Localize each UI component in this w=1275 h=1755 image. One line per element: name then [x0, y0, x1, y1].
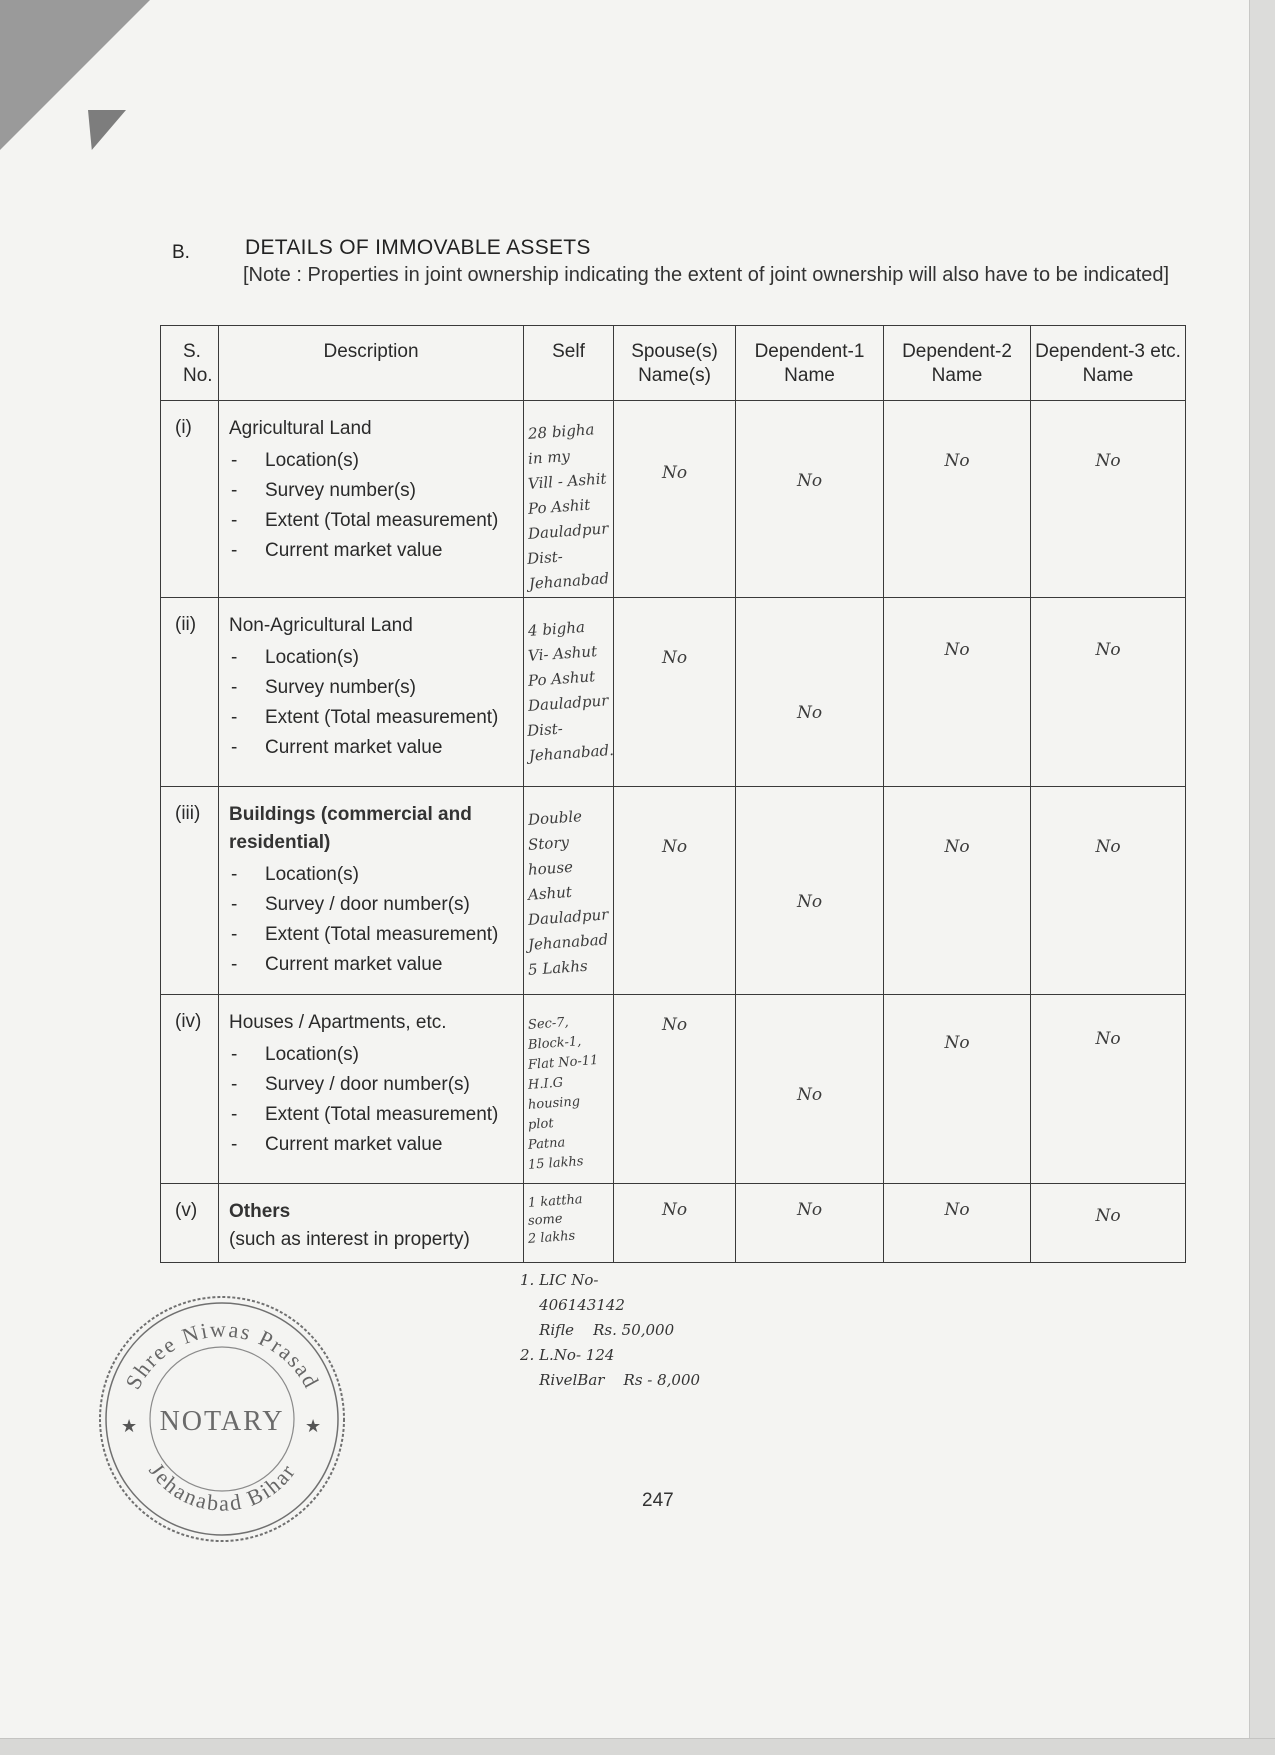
immovable-assets-table	[160, 325, 1186, 1263]
sub-item: - Extent (Total measurement)	[229, 1101, 517, 1128]
handwritten-line: Dauladpur	[527, 904, 609, 929]
handwritten-line: Dauladpur	[527, 691, 609, 716]
handwritten-line: Flat No-11	[527, 1053, 599, 1074]
row-description	[219, 598, 524, 786]
star-icon: ★	[305, 1416, 322, 1436]
row-description	[219, 995, 524, 1183]
dependent-2-value	[884, 786, 1031, 995]
handwritten-line: Dist-Jehanabad	[526, 547, 610, 593]
footnote-line: RivelBar Rs - 8,000	[520, 1371, 701, 1389]
sub-item: - Current market value	[229, 951, 517, 978]
dependent-1-value	[736, 598, 884, 786]
sub-item: - Survey / door number(s)	[229, 891, 517, 918]
handwritten-no: No	[944, 1033, 970, 1054]
table-row	[161, 598, 1186, 786]
header-self: Self	[524, 326, 614, 401]
handwritten-no: No	[944, 836, 970, 857]
handwritten-line: 15 lakhs	[527, 1154, 584, 1174]
row-sno: (iii)	[161, 786, 219, 995]
sub-item: - Current market value	[229, 537, 517, 564]
handwritten-line: 28 bigha	[527, 420, 596, 443]
dependent-3-value	[1031, 1183, 1186, 1262]
self-value	[524, 995, 614, 1183]
row-description	[219, 401, 524, 598]
handwritten-line: Double	[527, 806, 583, 829]
sub-item: - Location(s)	[229, 861, 517, 888]
header-dependent-2: Dependent-2 Name	[884, 326, 1031, 401]
handwritten-line: Ashut	[527, 882, 573, 904]
handwritten-no: No	[1095, 1029, 1121, 1050]
folded-corner	[0, 0, 150, 150]
seal-center-text: NOTARY	[159, 1406, 285, 1437]
handwritten-no: No	[796, 471, 823, 491]
header-sno: S. No.	[161, 326, 219, 401]
dependent-3-value	[1031, 995, 1186, 1183]
footnote-line: 406143142	[520, 1296, 625, 1314]
sub-item: - Survey number(s)	[229, 477, 517, 504]
footnote-line: 1. LIC No-	[520, 1271, 599, 1289]
dependent-1-value	[736, 995, 884, 1183]
handwritten-line: Block-1,	[527, 1034, 582, 1054]
handwritten-no: No	[796, 891, 823, 912]
sub-item: - Location(s)	[229, 447, 517, 474]
table-row	[161, 1183, 1186, 1262]
handwritten-no: No	[661, 463, 688, 483]
table-row	[161, 786, 1186, 995]
handwritten-line: Jehanabad	[527, 930, 609, 954]
handwritten-line: house	[527, 857, 574, 879]
dependent-2-value	[884, 598, 1031, 786]
star-icon: ★	[121, 1416, 138, 1436]
scan-right-edge	[1249, 0, 1275, 1755]
spouse-value	[614, 786, 736, 995]
row-title: Buildings (commercial and residential)	[229, 803, 472, 853]
self-value	[524, 598, 614, 786]
handwritten-line: H.I.G	[527, 1075, 564, 1094]
handwritten-line: in my	[527, 446, 571, 468]
handwritten-line: Vill - Ashit	[527, 469, 608, 493]
row-description	[219, 786, 524, 995]
header-description: Description	[219, 326, 524, 401]
spouse-value	[614, 1183, 736, 1262]
dependent-3-value	[1031, 598, 1186, 786]
dependent-2-value	[884, 995, 1031, 1183]
handwritten-line: Po Ashut	[527, 667, 596, 691]
dependent-3-value	[1031, 786, 1186, 995]
dependent-1-value	[736, 1183, 884, 1262]
spouse-value	[614, 995, 736, 1183]
row-description	[219, 1183, 524, 1262]
spouse-value	[614, 598, 736, 786]
section-note: [Note : Properties in joint ownership indicating the extent of joint ownership will also have to be indicated]	[243, 264, 1170, 286]
sub-item: - Current market value	[229, 1131, 517, 1158]
handwritten-line: housing	[527, 1094, 581, 1114]
handwritten-footnotes	[520, 1268, 700, 1393]
handwritten-no: No	[944, 640, 970, 661]
handwritten-line: plot	[527, 1116, 555, 1134]
spouse-value	[614, 401, 736, 598]
handwritten-line: 1 kattha	[527, 1191, 584, 1211]
row-sno: (i)	[161, 401, 219, 598]
row-title: Others	[229, 1200, 291, 1222]
handwritten-line: Sec-7,	[527, 1015, 570, 1034]
table-row	[161, 995, 1186, 1183]
handwritten-no: No	[1095, 836, 1121, 857]
handwritten-line: 5 Lakhs	[527, 956, 589, 979]
handwritten-line: 4 bigha	[527, 618, 586, 641]
handwritten-no: No	[1095, 640, 1121, 661]
handwritten-no: No	[1095, 1205, 1121, 1226]
row-sno: (v)	[161, 1183, 219, 1262]
handwritten-line: some	[527, 1211, 564, 1229]
footnote-line: Rifle Rs. 50,000	[520, 1321, 675, 1339]
dependent-3-value	[1031, 401, 1186, 598]
handwritten-line: 2 lakhs	[527, 1228, 576, 1247]
handwritten-line: Patna	[527, 1135, 566, 1154]
row-subtitle: (such as interest in property)	[229, 1228, 470, 1250]
sub-item: - Current market value	[229, 734, 517, 761]
handwritten-no: No	[796, 703, 823, 724]
handwritten-no: No	[944, 1199, 970, 1220]
sub-item: - Survey number(s)	[229, 674, 517, 701]
handwritten-line: Dist-Jehanabad.	[526, 719, 615, 766]
table-header-row	[161, 326, 1186, 401]
row-title: Non-Agricultural Land	[229, 615, 413, 637]
header-dependent-3: Dependent-3 etc. Name	[1031, 326, 1186, 401]
section-heading: DETAILS OF IMMOVABLE ASSETS	[245, 236, 591, 259]
handwritten-line: Story	[527, 832, 570, 854]
seal-bottom-text: Jehanabad Bihar	[144, 1458, 301, 1516]
notary-seal	[95, 1292, 350, 1547]
row-title: Houses / Apartments, etc.	[229, 1012, 447, 1034]
dependent-1-value	[736, 786, 884, 995]
sub-item: - Extent (Total measurement)	[229, 507, 517, 534]
sub-item: - Survey / door number(s)	[229, 1071, 517, 1098]
handwritten-no: No	[796, 1085, 823, 1106]
handwritten-no: No	[1095, 451, 1121, 471]
self-value	[524, 1183, 614, 1262]
scan-bottom-edge	[0, 1738, 1275, 1755]
table-row	[161, 401, 1186, 598]
handwritten-no: No	[944, 451, 970, 471]
header-dependent-1: Dependent-1 Name	[736, 326, 884, 401]
sub-item: - Location(s)	[229, 644, 517, 671]
svg-text:Jehanabad Bihar	[144, 1458, 301, 1515]
header-spouse: Spouse(s) Name(s)	[614, 326, 736, 401]
dependent-2-value	[884, 401, 1031, 598]
handwritten-no: No	[661, 648, 688, 669]
handwritten-no: No	[796, 1199, 823, 1220]
row-title: Agricultural Land	[229, 418, 372, 439]
page-number: 247	[642, 1490, 674, 1511]
sub-item: - Location(s)	[229, 1041, 517, 1068]
self-value	[524, 401, 614, 598]
section-letter: B.	[172, 242, 190, 263]
handwritten-line: Dauladpur	[527, 519, 609, 543]
handwritten-line: Vi- Ashut	[527, 642, 598, 666]
sub-item: - Extent (Total measurement)	[229, 921, 517, 948]
handwritten-line: Po Ashit	[527, 495, 591, 518]
self-value	[524, 786, 614, 995]
handwritten-no: No	[661, 1199, 688, 1220]
dependent-2-value	[884, 1183, 1031, 1262]
sub-item: - Extent (Total measurement)	[229, 704, 517, 731]
row-sno: (iv)	[161, 995, 219, 1183]
handwritten-no: No	[661, 836, 688, 857]
seal-top-text: Shree Niwas Prasad	[120, 1316, 325, 1394]
handwritten-no: No	[661, 1015, 688, 1036]
dependent-1-value	[736, 401, 884, 598]
row-sno: (ii)	[161, 598, 219, 786]
footnote-line: 2. L.No- 124	[520, 1346, 615, 1364]
